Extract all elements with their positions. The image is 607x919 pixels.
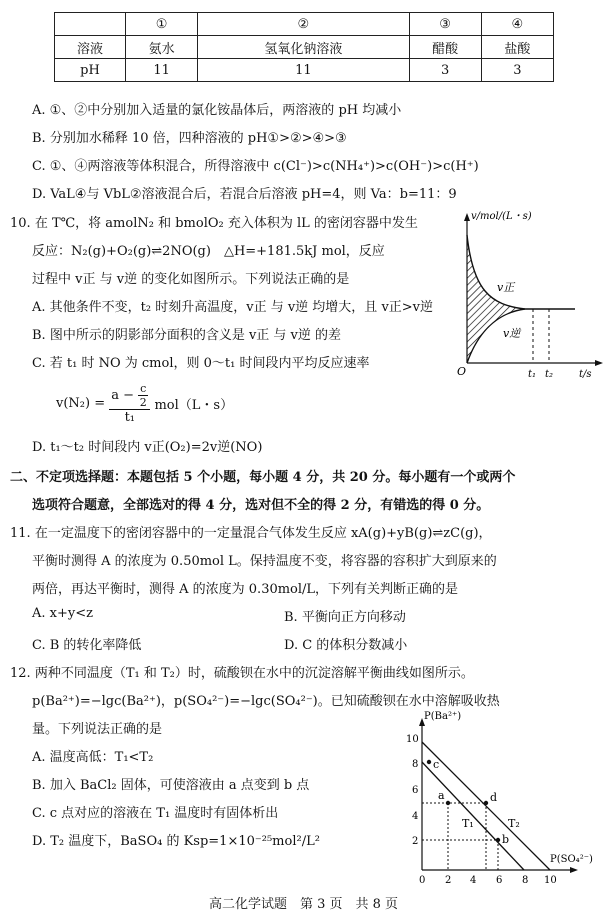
fig10-origin: O xyxy=(457,365,467,378)
q10-option-b: B. 图中所示的阴影部分面积的含义是 v正 与 v逆 的差 xyxy=(32,328,342,343)
label-d: d xyxy=(490,791,498,804)
point-b xyxy=(496,838,500,842)
y-axis-arrow xyxy=(464,213,470,221)
formula-numerator xyxy=(109,382,150,410)
x-tick-8: 8 xyxy=(522,875,529,886)
q12-option-b: B. 加入 BaCl₂ 固体，可使溶液由 a 点变到 b 点 xyxy=(32,778,310,793)
fig10-t1: t₁ xyxy=(528,369,537,380)
point-a xyxy=(446,801,450,805)
table-cell: 醋酸 xyxy=(409,36,481,59)
q12-number: 12. xyxy=(10,666,31,681)
table-cell: 溶液 xyxy=(55,36,126,59)
point-d xyxy=(484,801,488,805)
q12-line1: 两种不同温度（T₁ 和 T₂）时，硫酸钡在水中的沉淀溶解平衡曲线如图所示。 xyxy=(34,666,474,681)
q10-stem-1 xyxy=(10,212,418,231)
q12-line2: p(Ba²⁺)=−lgc(Ba²⁺)，p(SO₄²⁻)=−lgc(SO₄²⁻)。已知硫酸钡在水中溶解吸收热 xyxy=(32,694,500,709)
q11-option-c: C. B 的转化率降低 xyxy=(32,638,142,653)
table-cell: 盐酸 xyxy=(481,36,553,59)
formula-unit: mol（L・s） xyxy=(154,398,234,413)
q9-option-b: B. 分别加水稀释 10 倍，四种溶液的 pH①>②>④>③ xyxy=(32,131,347,146)
label-v-forward: v正 xyxy=(497,281,515,294)
x-axis-arrow xyxy=(570,867,578,873)
q11-line1: 在一定温度下的密闭容器中的一定量混合气体发生反应 xA(g)+yB(g)⇌zC(g)， xyxy=(34,526,492,541)
q11-option-a: A. x+y<z xyxy=(32,606,93,621)
q10-formula xyxy=(56,382,233,425)
fig12-ylabel: P(Ba²⁺) xyxy=(424,711,462,722)
label-b: b xyxy=(502,833,510,846)
x-tick-4: 4 xyxy=(470,875,477,886)
section2-line2: 选项符合题意，全部选对的得 4 分，选对但不全的得 2 分，有错选的得 0 分。 xyxy=(32,498,490,513)
x-tick-0: 0 xyxy=(419,875,426,886)
q9-option-c: C. ①、④两溶液等体积混合，所得溶液中 c(Cl⁻)>c(NH₄⁺)>c(OH⁻)>c(H⁺) xyxy=(32,159,479,174)
table-header-cell: ③ xyxy=(409,13,481,36)
formula-small-fraction xyxy=(138,382,148,409)
q12-line3: 量。下列说法正确的是 xyxy=(32,722,163,737)
q10-line2: 反应：N₂(g)+O₂(g)⇌2NO(g) △H=+181.5kJ mol，反应 xyxy=(32,244,385,259)
point-c xyxy=(427,760,431,764)
section2-line1: 二、不定项选择题：本题包括 5 个小题，每小题 4 分，共 20 分。每小题有一个或两个 xyxy=(10,470,516,485)
table-header-cell: ① xyxy=(126,13,198,36)
precipitation-curve-figure xyxy=(400,706,600,888)
q10-line3: 过程中 v正 与 v逆 的变化如图所示。下列说法正确的是 xyxy=(32,272,350,287)
q9-option-d: D. VaL④与 VbL②溶液混合后，若混合后溶液 pH=4，则 Va：b=11：9 xyxy=(32,187,457,202)
y-tick-6: 6 xyxy=(412,785,419,796)
formula-fraction xyxy=(109,382,150,425)
fig12-xlabel: P(SO₄²⁻) xyxy=(550,854,593,865)
y-tick-4: 4 xyxy=(412,811,419,822)
q11-option-b: B. 平衡向正方向移动 xyxy=(284,610,406,625)
rate-time-figure xyxy=(455,205,607,385)
q12-stem-1 xyxy=(10,662,474,681)
q11-line2: 平衡时测得 A 的浓度为 0.50mol L。保持温度不变，将容器的容积扩大到原来的 xyxy=(32,554,497,569)
table-cell: 氨水 xyxy=(126,36,198,59)
q11-stem-1 xyxy=(10,522,492,541)
formula-denominator: t₁ xyxy=(124,410,136,425)
t2-line xyxy=(422,742,550,870)
label-v-reverse: v逆 xyxy=(503,327,521,340)
x-tick-2: 2 xyxy=(445,875,452,886)
table-cell: 3 xyxy=(409,59,481,82)
q12-option-a: A. 温度高低：T₁<T₂ xyxy=(32,750,154,765)
q10-line1: 在 T℃，将 amolN₂ 和 bmolO₂ 充入体积为 lL 的密闭容器中发生 xyxy=(34,216,418,231)
q11-number: 11. xyxy=(10,526,31,541)
q9-option-a: A. ①、②中分别加入适量的氯化铵晶体后，两溶液的 pH 均减小 xyxy=(32,103,402,118)
formula-lhs: v(N₂) = xyxy=(56,396,106,411)
q10-option-c: C. 若 t₁ 时 NO 为 cmol，则 0～t₁ 时间段内平均反应速率 xyxy=(32,356,370,371)
q11-option-d: D. C 的体积分数减小 xyxy=(284,638,408,653)
x-tick-10: 10 xyxy=(544,875,557,886)
formula-num-c: c xyxy=(140,382,147,395)
formula-num-a: a − xyxy=(111,388,135,403)
q12-option-d: D. T₂ 温度下，BaSO₄ 的 Ksp=1×10⁻²⁵mol²/L² xyxy=(32,834,320,849)
table-cell: pH xyxy=(55,59,126,82)
page-footer: 高二化学试题 第 3 页 共 8 页 xyxy=(208,897,399,912)
table-header-cell xyxy=(55,13,126,36)
q10-number: 10. xyxy=(10,216,31,231)
ph-table xyxy=(54,12,554,82)
q12-option-c: C. c 点对应的溶液在 T₁ 温度时有固体析出 xyxy=(32,806,279,821)
table-header-cell: ② xyxy=(198,13,409,36)
table-cell: 3 xyxy=(481,59,553,82)
label-t1: T₁ xyxy=(462,817,474,830)
q10-option-a: A. 其他条件不变，t₂ 时刻升高温度，v正 与 v逆 均增大，且 v正>v逆 xyxy=(32,300,434,315)
t1-line xyxy=(422,762,524,870)
fig10-xlabel: t/s xyxy=(579,369,592,380)
table-cell: 11 xyxy=(126,59,198,82)
label-t2: T₂ xyxy=(508,817,520,830)
q10-option-d: D. t₁～t₂ 时间段内 v正(O₂)=2v逆(NO) xyxy=(32,440,263,455)
formula-num-2: 2 xyxy=(139,396,147,409)
x-tick-6: 6 xyxy=(496,875,503,886)
table-cell: 氢氧化钠溶液 xyxy=(198,36,409,59)
label-c: c xyxy=(433,758,440,771)
y-tick-2: 2 xyxy=(412,836,419,847)
table-header-cell: ④ xyxy=(481,13,553,36)
q11-line3: 两倍，再达平衡时，测得 A 的浓度为 0.30mol/L，下列有关判断正确的是 xyxy=(32,582,459,597)
y-tick-8: 8 xyxy=(412,759,419,770)
label-a: a xyxy=(438,789,445,802)
fig10-t2: t₂ xyxy=(545,369,554,380)
x-axis-arrow xyxy=(595,360,603,366)
table-cell: 11 xyxy=(198,59,409,82)
y-tick-10: 10 xyxy=(406,734,419,745)
fig10-ylabel: v/mol/(L・s) xyxy=(471,211,532,222)
